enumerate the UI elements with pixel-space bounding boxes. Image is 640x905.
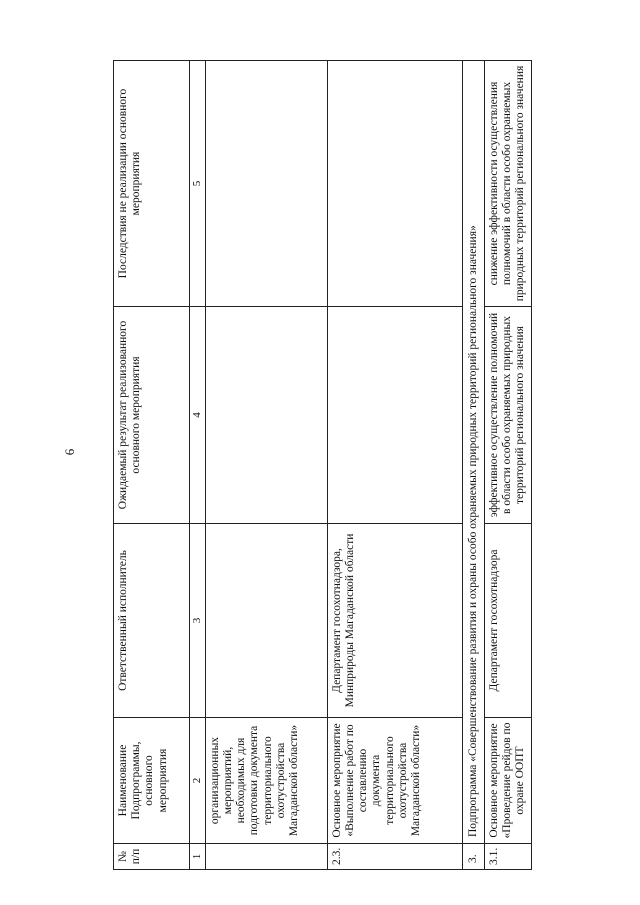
row-num: 2.3. [327,844,462,870]
column-number: 3 [190,524,206,718]
column-number: 2 [190,718,206,844]
row-consequences [205,61,327,307]
subprogram-title: Подпрограмма «Совершенствование развития и охраны особо охраняемых природных территорий регионального значения» [462,61,484,844]
page-number: 6 [62,448,77,456]
header-name: Наименование Подпрограммы, основного мероприятия [114,718,190,844]
row-name: Основное мероприятие «Проведение рейдов по охране ООПТ [484,718,531,844]
table-wrapper [113,61,529,870]
table-row [327,61,462,870]
column-number: 1 [190,844,206,870]
row-num: 3.1. [484,844,531,870]
row-executor [205,524,327,718]
row-result [327,307,462,524]
row-name: Основное мероприятие «Выполнение работ по составлению документа территориального охотустройства Магаданской области» [327,718,462,844]
row-consequences [327,61,462,307]
header-num: № п/п [114,844,190,870]
row-consequences: снижение эффективности осуществления полномочий в области особо охраняемых природных территорий регионального значения [484,61,531,307]
header-consequences: Последствия не реализации основного мероприятия [114,61,190,307]
row-num [205,844,327,870]
row-executor: Департамент госохотнадзора [484,524,531,718]
table-rotated [113,61,529,870]
column-number: 5 [190,61,206,307]
table-row [484,61,531,870]
column-number-row [190,61,206,870]
row-result: эффективное осуществление полномочий в области особо охраняемых природных территорий регионального значения [484,307,531,524]
measures-table [113,60,532,870]
column-number: 4 [190,307,206,524]
row-executor: Департамент госохотнадзора, Минприроды Магаданской области [327,524,462,718]
table-row [205,61,327,870]
subprogram-num: 3. [462,844,484,870]
subprogram-row [462,61,484,870]
row-result [205,307,327,524]
row-name: организационных мероприятий, необходимых для подготовки документа территориального охотустройства Магаданской области» [205,718,327,844]
header-row [114,61,190,870]
header-executor: Ответственный исполнитель [114,524,190,718]
header-result: Ожидаемый результат реализованного основного мероприятия [114,307,190,524]
